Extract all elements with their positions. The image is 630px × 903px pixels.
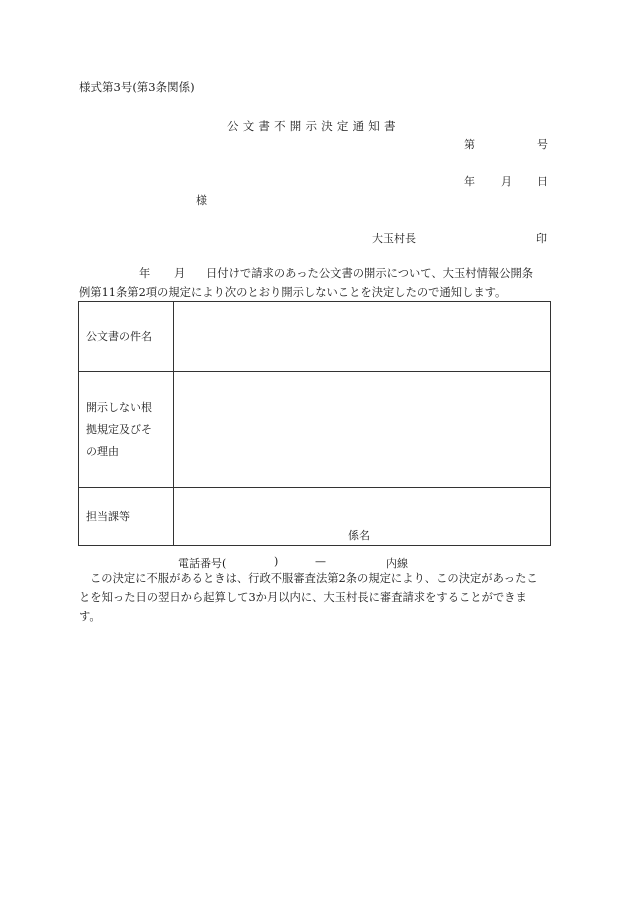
staff-value bbox=[174, 488, 551, 570]
date-year-label: 年 bbox=[464, 175, 475, 188]
document-name-value bbox=[174, 302, 551, 372]
reason-label-line: の理由 bbox=[86, 444, 119, 458]
date-month-label: 月 bbox=[501, 175, 512, 188]
table-row bbox=[79, 488, 551, 546]
form-number-label: 様式第3号(第3条関係) bbox=[79, 80, 195, 94]
decision-details-table bbox=[78, 301, 551, 570]
body-line-2: 例第11条第2項の規定により次のとおり開示しないことを決定したので通知します。 bbox=[79, 286, 507, 299]
document-number-suffix: 号 bbox=[537, 138, 548, 151]
staff-label: 担当課等 bbox=[79, 488, 174, 546]
section-name-label: 係名 bbox=[348, 528, 370, 542]
document-number-prefix: 第 bbox=[464, 138, 475, 151]
table-row bbox=[79, 302, 551, 372]
document-name-label: 公文書の件名 bbox=[79, 302, 174, 372]
reason-label bbox=[79, 372, 174, 488]
notice-line: とを知った日の翌日から起算して3か月以内に、大玉村長に審査請求をすることができま bbox=[79, 591, 527, 604]
phone-dash: — bbox=[315, 554, 326, 568]
document-title: 公文書不開示決定通知書 bbox=[227, 119, 400, 133]
reason-value bbox=[174, 372, 551, 488]
recipient-honorific: 様 bbox=[196, 194, 207, 207]
body-month-label: 月 bbox=[174, 267, 186, 280]
extension-label: 内線 bbox=[386, 556, 408, 570]
date-day-label: 日 bbox=[537, 175, 548, 188]
phone-label: 電話番号( bbox=[178, 556, 227, 570]
body-year-label: 年 bbox=[139, 267, 151, 280]
body-line-1-text: 日付けで請求のあった公文書の開示について、大玉村情報公開条 bbox=[206, 267, 534, 280]
seal-mark: 印 bbox=[536, 232, 547, 245]
reason-label-line: 拠規定及びそ bbox=[86, 422, 152, 436]
table-row bbox=[79, 372, 551, 488]
phone-close-paren: ) bbox=[274, 554, 279, 568]
notice-line: この決定に不服があるときは、行政不服審査法第2条の規定により、この決定があったこ bbox=[90, 572, 538, 585]
notice-line: す。 bbox=[79, 610, 101, 623]
reason-label-line: 開示しない根 bbox=[86, 400, 152, 414]
issuer-name: 大玉村長 bbox=[372, 232, 416, 245]
